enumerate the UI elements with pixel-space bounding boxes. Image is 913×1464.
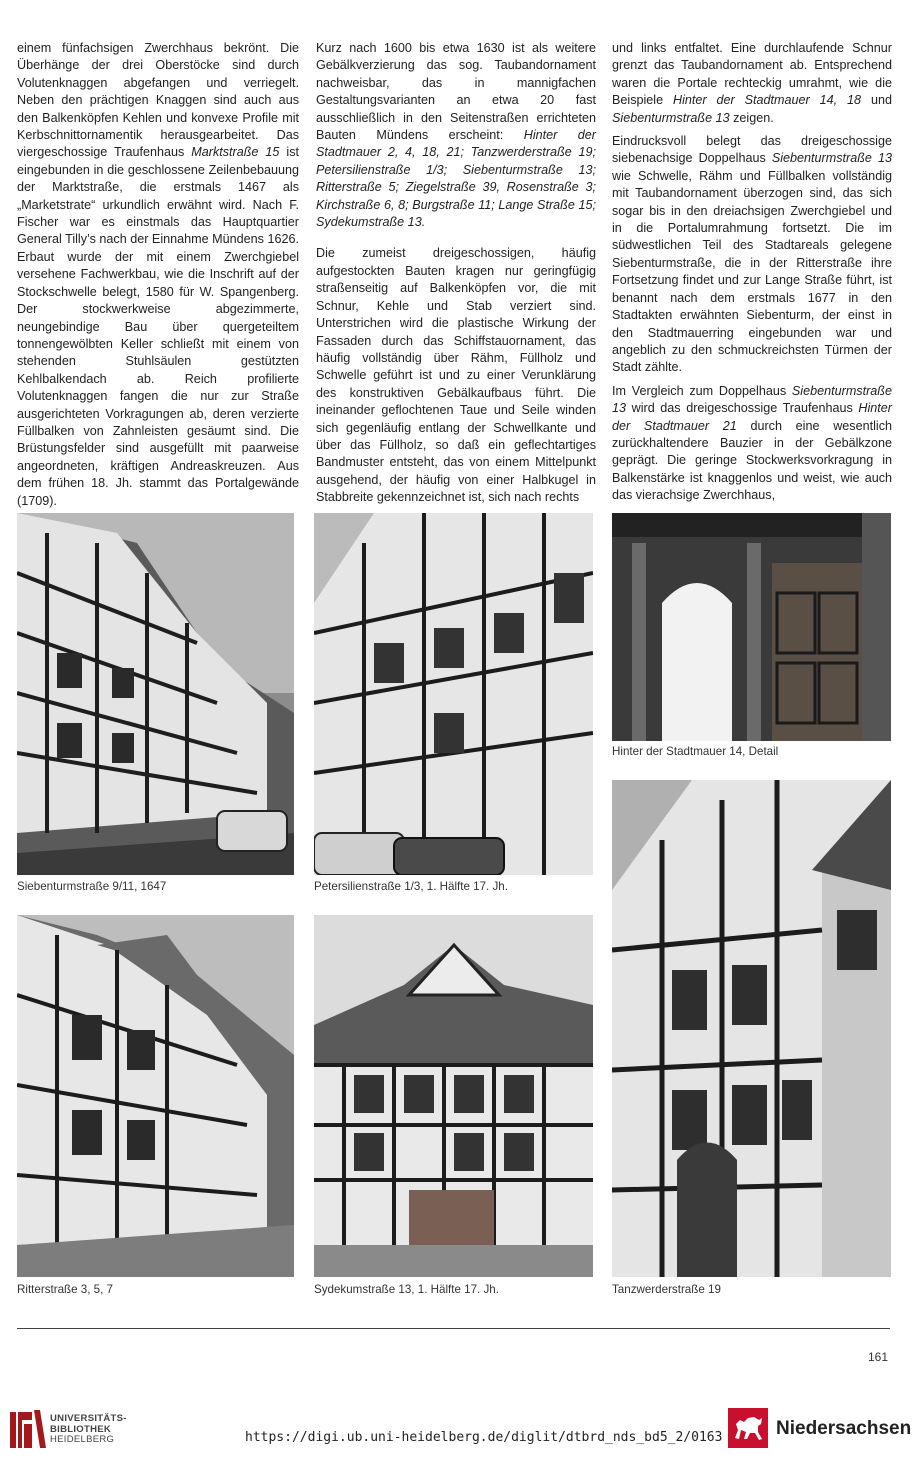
caption-photo-4: Ritterstraße 3, 5, 7 [17,1283,114,1296]
text-italic: Marktstraße 15 [191,145,280,160]
state-name: Niedersachsen [776,1418,912,1439]
caption-photo-6: Tanzwerderstraße 19 [612,1283,721,1296]
paragraph [612,40,892,127]
text-column-2 [316,40,596,513]
text-span: und [861,93,892,108]
caption-photo-1: Siebenturmstraße 9/11, 1647 [17,880,167,893]
text-span: Eindrucksvoll belegt das dreigeschossige siebenachsige Doppelhaus [612,134,892,166]
photo-petersilienstrasse [314,513,593,875]
caption-photo-2: Petersilienstraße 1/3, 1. Hälfte 17. Jh. [314,880,508,893]
text-span: durch eine wesentlich zurückhaltendere Bauzier in der Gebälkzone geprägt. Die geringe Stockwerksvorkragung in Balkenstärke ist knaggenlos und weist, wie auch das vierachsige Zwerchhaus, [612,418,893,503]
text-span: wie Schwelle, Rähm und Füllbalken vollständig mit Taubandornament überzogen sind, das sich sogar bis in den dreiachsigen Zwerchgiebel und in die Portalumrahmung fortsetzt. Die im südwestlichen Teil des Stadtareals gelegene Siebenturmstraße, die in der Ritterstraße ihre Fortsetzung findet und zur Lange Straße führt, ist benannt nach dem erstmals 1677 in den Stadtakten erwähnten Siebenturm, der einst in den Stadtmauerring eingebunden war und angeblich zu den schmuckreichsten Türmen der Stadt zählte. [612,168,892,375]
photo-tanzwerderstrasse [612,780,891,1277]
photo-sydekumstrasse [314,915,593,1277]
text-span: einem fünfachsigen Zwerchhaus bekrönt. Die Überhänge der drei Oberstöcke sind durch Volutenknaggen abgefangen und verriegelt. Neben den prächtigen Knaggen sind auch aus den Balkenköpfen Kehlen und konvexe Profile mit Kerbschnittornamentik herausgearbeitet. Das viergeschossige Traufenhaus [17,41,299,160]
document-url[interactable]: https://digi.ub.uni-heidelberg.de/diglit/dtbrd_nds_bd5_2/0163 [245,1430,723,1445]
text-span: Kurz nach 1600 bis etwa 1630 ist als weitere Gebälkverzierung das sog. Taubandornament nachweisbar, das in mannigfachen Gestaltungsvarianten an etwa 20 fast ausschließlich in den Seitenstraßen errichteten Bauten Mündens erscheint: [316,41,596,143]
paragraph [316,40,596,231]
text-span: zeigen. [729,110,774,125]
library-name [50,1414,127,1446]
heidelberg-library-logo-icon [8,1406,48,1450]
text-column-3 [612,40,892,511]
text-italic: Hinter der Stadtmauer 21 [612,401,892,433]
caption-photo-5: Sydekumstraße 13, 1. Hälfte 17. Jh. [314,1283,499,1296]
library-line-1: UNIVERSITÄTS- [50,1413,127,1424]
text-column-1 [17,40,299,516]
paragraph [17,40,299,510]
paragraph [316,245,596,506]
text-italic: Siebenturmstraße 13 [612,110,730,125]
text-italic: Hinter der Stadtmauer 14, 18 [673,93,862,108]
text-span: und links entfaltet. Eine durchlaufende Schnur grenzt das Taubandornament ab. Entsprechend waren die Portale rechteckig umrahmt, wie die Beispiele [612,41,892,108]
library-line-3: HEIDELBERG [50,1434,115,1445]
footer [0,1396,913,1464]
paragraph [612,133,892,377]
paragraph [612,383,892,505]
photo-siebenturmstrasse [17,513,294,875]
library-line-2: BIBLIOTHEK [50,1423,112,1435]
text-span: wird das dreigeschossige Traufenhaus [626,401,859,416]
text-italic: Siebenturmstraße 13 [771,151,892,166]
text-span: Die zumeist dreigeschossigen, häufig aufgestockten Bauten kragen nur geringfügig straßenseitig auf Balkenköpfen vor, die mit Schnur, Kehle und Stab verziert sind. Unterstrichen wird die plastische Wirkung der Fassaden durch das Schiffstauornament, das häufig vollständig über Rähm, Füllholz und Schwelle geführt ist und zu einer Verunklärung des konstruktiven Gebälkaufbaus führt. Die ineinander geflochtenen Taue und Seile winden sich gegenläufig entlang der Schwellkante und über das Füllholz, so daß ein geflechtartiges Bandmuster entsteht, das von einem Mittelpunkt ausgehend, der häufig von einer Halbkugel in Stabbreite gekennzeichnet ist, sich nach rechts [316,246,596,505]
page-rule [17,1328,890,1329]
text-italic: Hinter der Stadtmauer 2, 4, 18, 21; Tanzwerderstraße 19; Petersilienstraße 1/3; Siebenturmstraße 13; Ritterstraße 5; Ziegelstraße 39, Rosenstraße 3; Kirchstraße 6, 8; Burgstraße 11; Lange Straße 15; Sydekumstraße 13. [316,128,596,230]
page-number: 161 [867,1350,888,1364]
photo-ritterstrasse [17,915,294,1277]
text-span: Im Vergleich zum Doppelhaus [612,383,792,398]
photo-hinter-der-stadtmauer-detail [612,513,891,741]
text-span: ist eingebunden in die geschlossene Zeilenbebauung der Marktstraße, die erstmals 1467 als „Marketstrate“ urkundlich erwähnt wird. Nach F. Fischer war es einstmals das Hauptquartier General Tilly’s nach der Einnahme Mündens 1626. Erbaut wurde der mit einem Zwerchgiebel versehene Fachwerkbau, wie die Inschrift auf der Stockschwelle belegt, 1580 für W. Spangenberg. Der stockwerkweise abgezimmerte, neungebindige Bau über quergeteiltem tonnengewölbten Keller schließt mit einem von stehenden Stuhlsäulen gestützten Kehlbalkendach ab. Reich profilierte Volutenknaggen fangen die nur zur Straße ausgerichteten Vorkragungen ab, deren verzierte Füllbalken von Zahnleisten gesäumt sind. Die Brüstungsfelder sind ausgefüllt mit paarweise angeordneten, kräftigen Andreaskreuzen. Aus dem frühen 18. Jh. stammt das Portalgewände (1709). [17,145,299,508]
text-italic: Siebenturmstraße 13 [612,383,892,416]
niedersachsen-horse-icon [728,1408,768,1448]
caption-photo-3: Hinter der Stadtmauer 14, Detail [612,745,779,758]
